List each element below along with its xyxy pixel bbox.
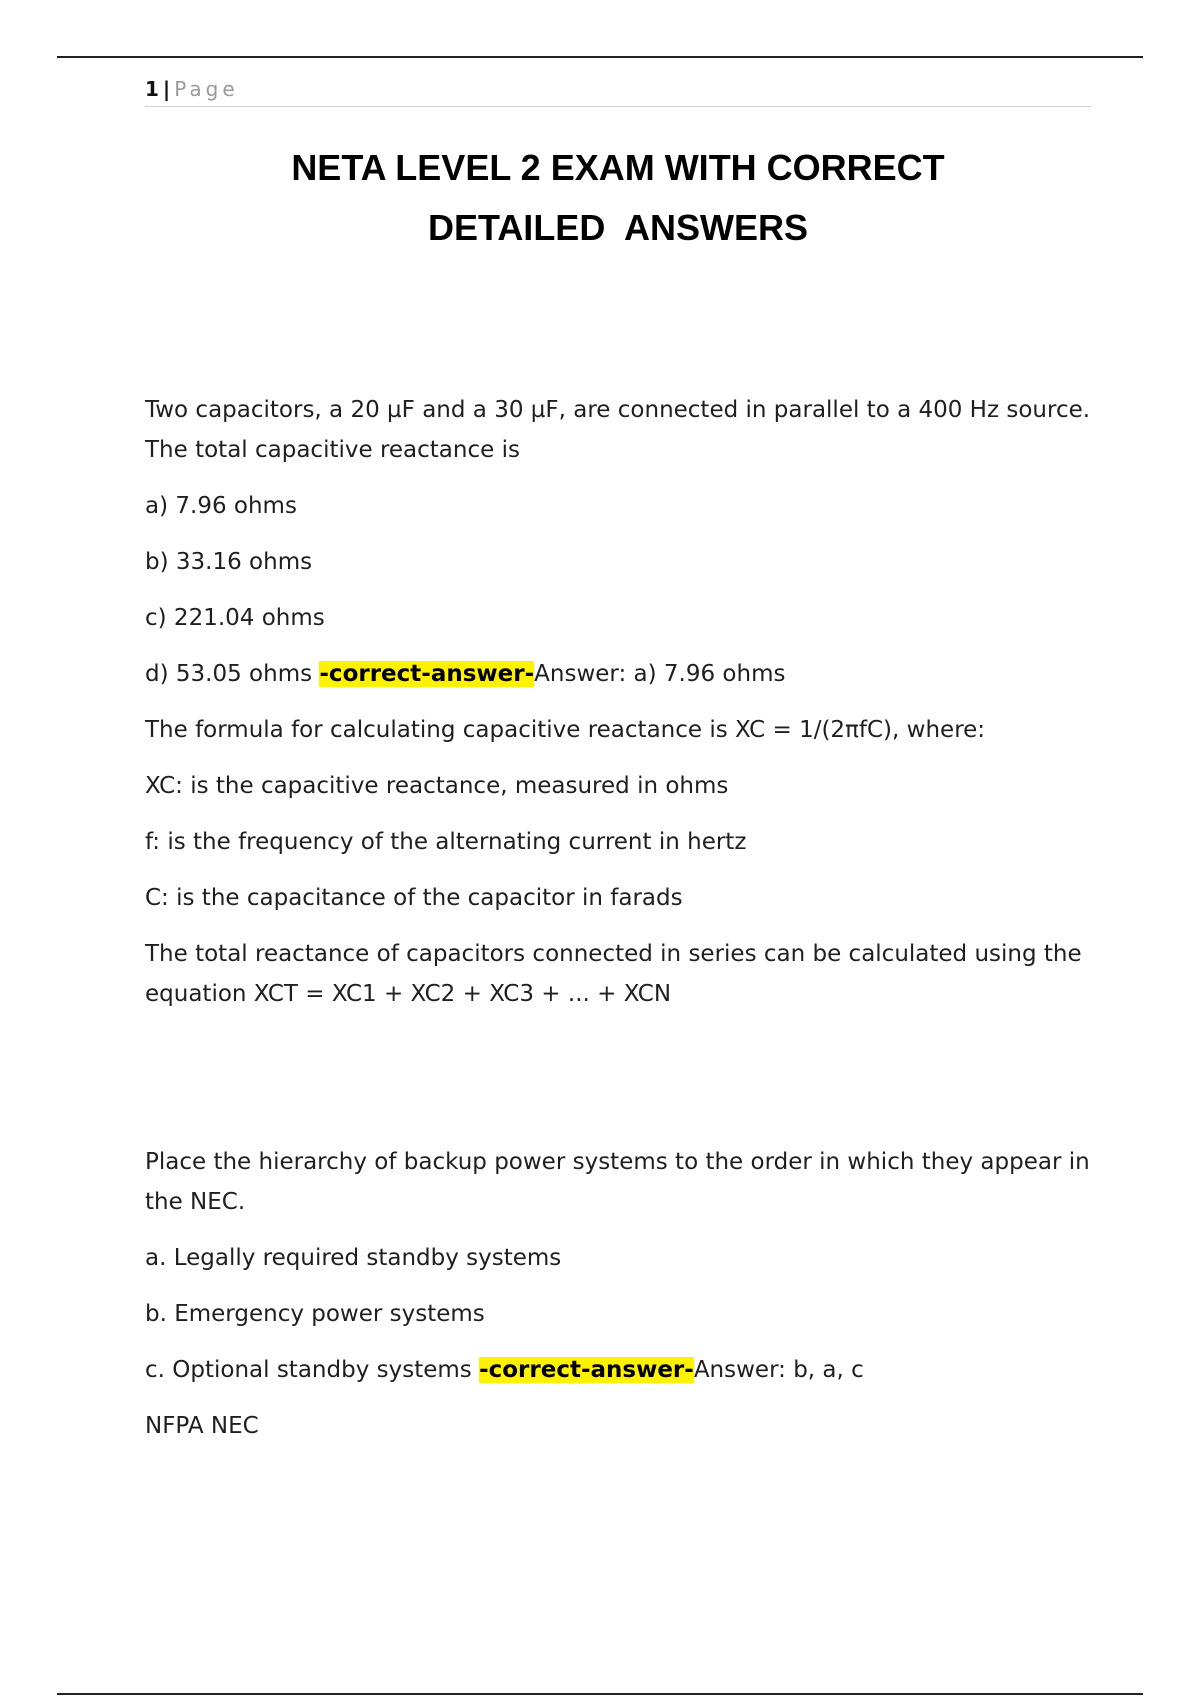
page-separator: | (162, 77, 171, 101)
question-1-option-c: c) 221.04 ohms (145, 605, 325, 631)
question-2-source: NFPA NEC (145, 1413, 259, 1439)
page-label: Page (174, 77, 239, 101)
correct-answer-marker: -correct-answer- (319, 661, 535, 687)
question-1-prompt: Two capacitors, a 20 µF and a 30 µF, are connected in parallel to a 400 Hz source. The total capacitive reactance is (145, 397, 1091, 463)
explanation-formula: The formula for calculating capacitive reactance is XC = 1/(2πfC), where: (145, 717, 986, 743)
document-body (145, 390, 1105, 1462)
explanation-series: The total reactance of capacitors connected in series can be calculated using the equation XCT = XC1 + XC2 + XC3 + ... + XCN (145, 941, 1082, 1007)
page-number: 1 (145, 77, 159, 101)
question-2-option-b: b. Emergency power systems (145, 1301, 485, 1327)
page-header (145, 72, 1091, 107)
top-rule (57, 56, 1143, 58)
document-title (145, 138, 1091, 258)
explanation-c: C: is the capacitance of the capacitor in farads (145, 885, 683, 911)
explanation-f: f: is the frequency of the alternating current in hertz (145, 829, 747, 855)
question-1-option-d-line (145, 654, 1105, 694)
section-spacer (145, 1030, 1105, 1142)
explanation-xc: XC: is the capacitive reactance, measured in ohms (145, 773, 729, 799)
question-1-option-d: d) 53.05 ohms (145, 661, 320, 687)
question-2-option-c: c. Optional standby systems (145, 1357, 480, 1383)
question-2-answer: Answer: b, a, c (693, 1357, 864, 1383)
question-1-option-a: a) 7.96 ohms (145, 493, 297, 519)
title-line-1: NETA LEVEL 2 EXAM WITH CORRECT (291, 147, 945, 188)
question-1-option-b: b) 33.16 ohms (145, 549, 313, 575)
bottom-rule (57, 1693, 1143, 1695)
question-1-answer: Answer: a) 7.96 ohms (534, 661, 786, 687)
question-2-prompt: Place the hierarchy of backup power systems to the order in which they appear in the NEC. (145, 1149, 1090, 1215)
title-line-2: DETAILED ANSWERS (427, 207, 808, 248)
question-2-option-c-line (145, 1350, 1105, 1390)
correct-answer-marker: -correct-answer- (479, 1357, 694, 1383)
question-2-option-a: a. Legally required standby systems (145, 1245, 562, 1271)
